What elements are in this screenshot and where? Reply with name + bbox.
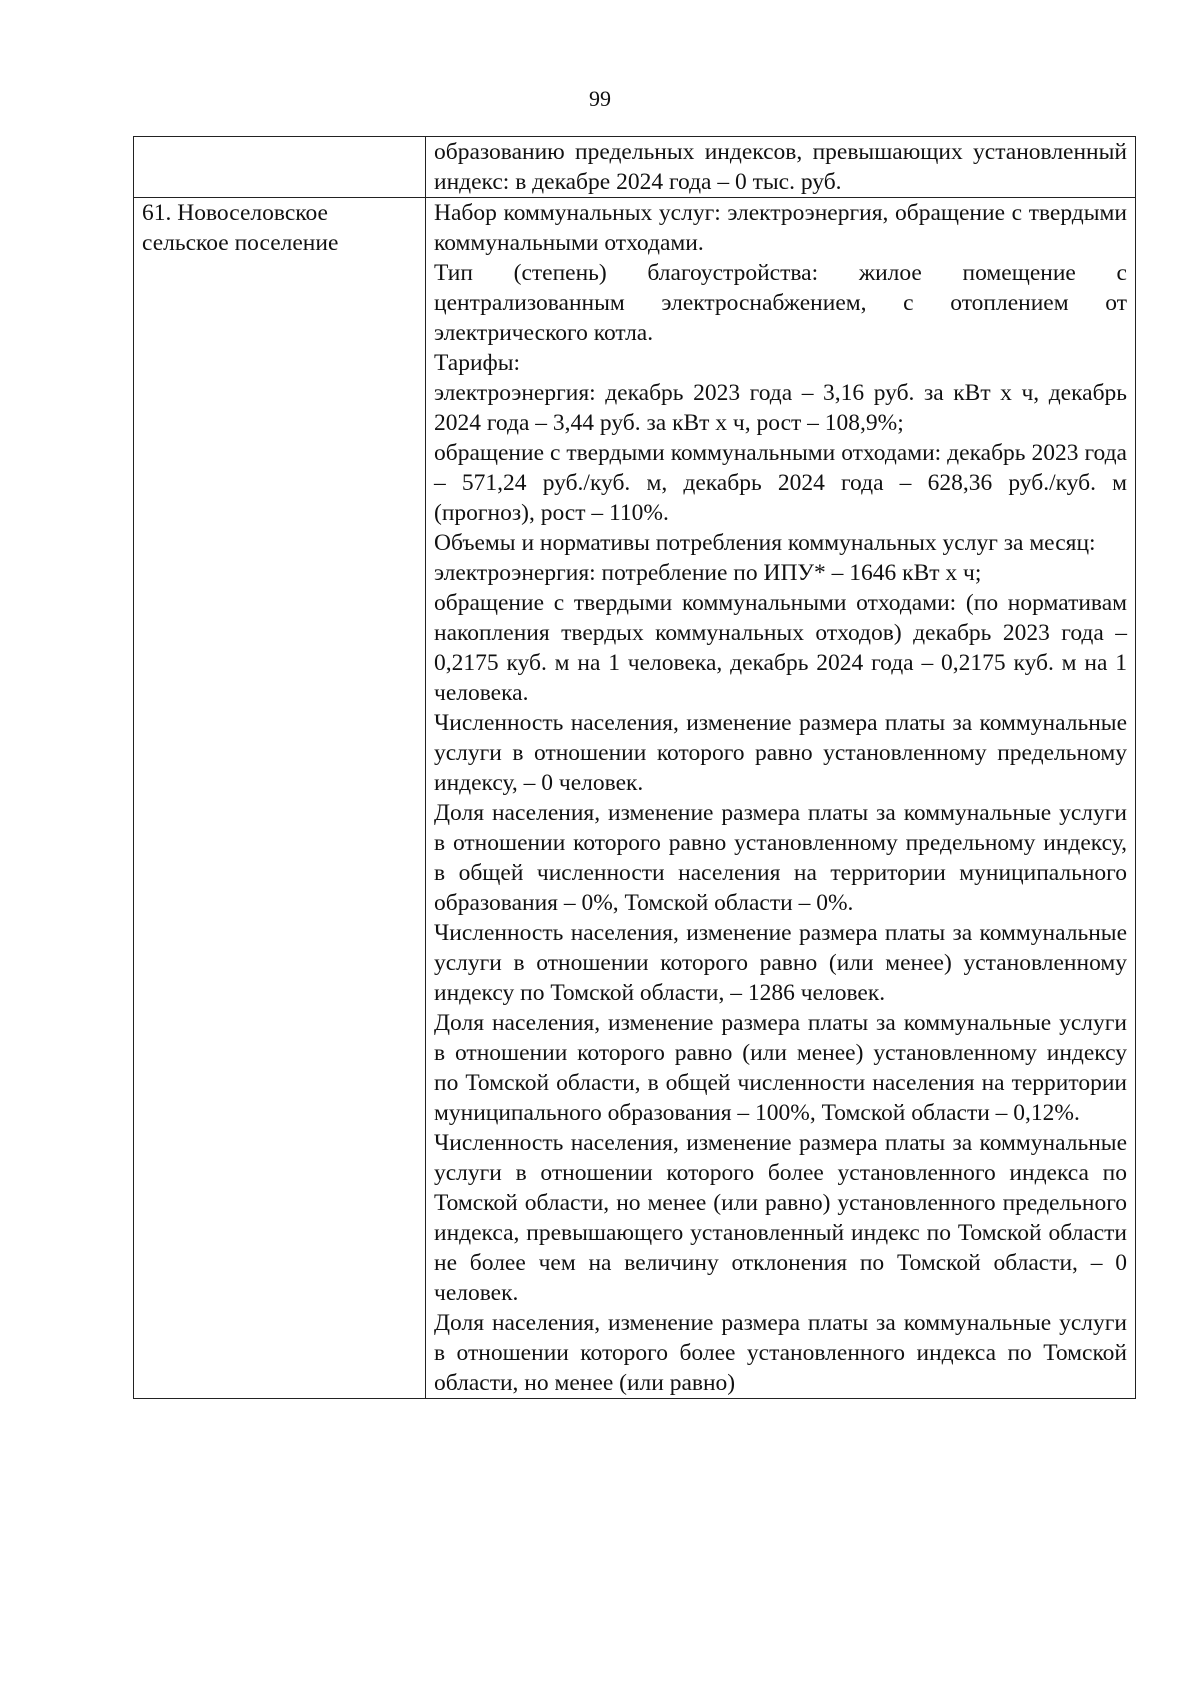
details-cell-continuation	[426, 137, 1136, 198]
paragraph: электроэнергия: потребление по ИПУ* – 1646 кВт х ч;	[434, 560, 982, 586]
municipality-cell-empty	[134, 137, 426, 198]
paragraph: Численность населения, изменение размера платы за коммунальные услуги в отношении которого более установленного индекса по Томской области, но менее (или равно) установленного предельного индекса, превышающего установленный индекс по Томской области не более чем на величину отклонения по Томской области, – 0 человек.	[434, 1130, 1127, 1306]
paragraph: Доля населения, изменение размера платы за коммунальные услуги в отношении которого равно установленному предельному индексу, в общей численности населения на территории муниципального образования – 0%, Томской области – 0%.	[434, 800, 1127, 916]
paragraph: Тип (степень) благоустройства: жилое помещение с централизованным электроснабжением, с отоплением от электрического котла.	[434, 260, 1127, 346]
paragraph: Объемы и нормативы потребления коммунальных услуг за месяц:	[434, 530, 1096, 556]
paragraph: электроэнергия: декабрь 2023 года – 3,16 руб. за кВт х ч, декабрь 2024 года – 3,44 руб. за кВт х ч, рост – 108,9%;	[434, 380, 1127, 436]
municipality-cell: 61. Новоселовское сельское поселение	[134, 198, 426, 1399]
table-row-continuation	[134, 137, 1136, 198]
paragraph: обращение с твердыми коммунальными отходами: (по нормативам накопления твердых коммунальных отходов) декабрь 2023 года – 0,2175 куб. м на 1 человека, декабрь 2024 года – 0,2175 куб. м на 1 человека.	[434, 590, 1127, 706]
paragraph: Численность населения, изменение размера платы за коммунальные услуги в отношении которого равно установленному предельному индексу, – 0 человек.	[434, 710, 1127, 796]
paragraph: Численность населения, изменение размера платы за коммунальные услуги в отношении которого равно (или менее) установленному индексу по Томской области, – 1286 человек.	[434, 920, 1127, 1006]
page-number: 99	[589, 86, 611, 111]
paragraph: Доля населения, изменение размера платы за коммунальные услуги в отношении которого более установленного индекса по Томской области, но менее (или равно)	[434, 1310, 1127, 1396]
paragraph: обращение с твердыми коммунальными отходами: декабрь 2023 года – 571,24 руб./куб. м, декабрь 2024 года – 628,36 руб./куб. м (прогноз), рост – 110%.	[434, 440, 1127, 526]
tariff-table	[133, 136, 1136, 1399]
paragraph: образованию предельных индексов, превышающих установленный индекс: в декабре 2024 года – 0 тыс. руб.	[434, 139, 1127, 195]
paragraph: Набор коммунальных услуг: электроэнергия, обращение с твердыми коммунальными отходами.	[434, 200, 1127, 256]
details-cell	[426, 198, 1136, 1399]
paragraph: Доля населения, изменение размера платы за коммунальные услуги в отношении которого равно (или менее) установленному индексу по Томской области, в общей численности населения на территории муниципального образования – 100%, Томской области – 0,12%.	[434, 1010, 1127, 1126]
table-row-novoselovskoe	[134, 198, 1136, 1399]
paragraph: Тарифы:	[434, 350, 521, 376]
